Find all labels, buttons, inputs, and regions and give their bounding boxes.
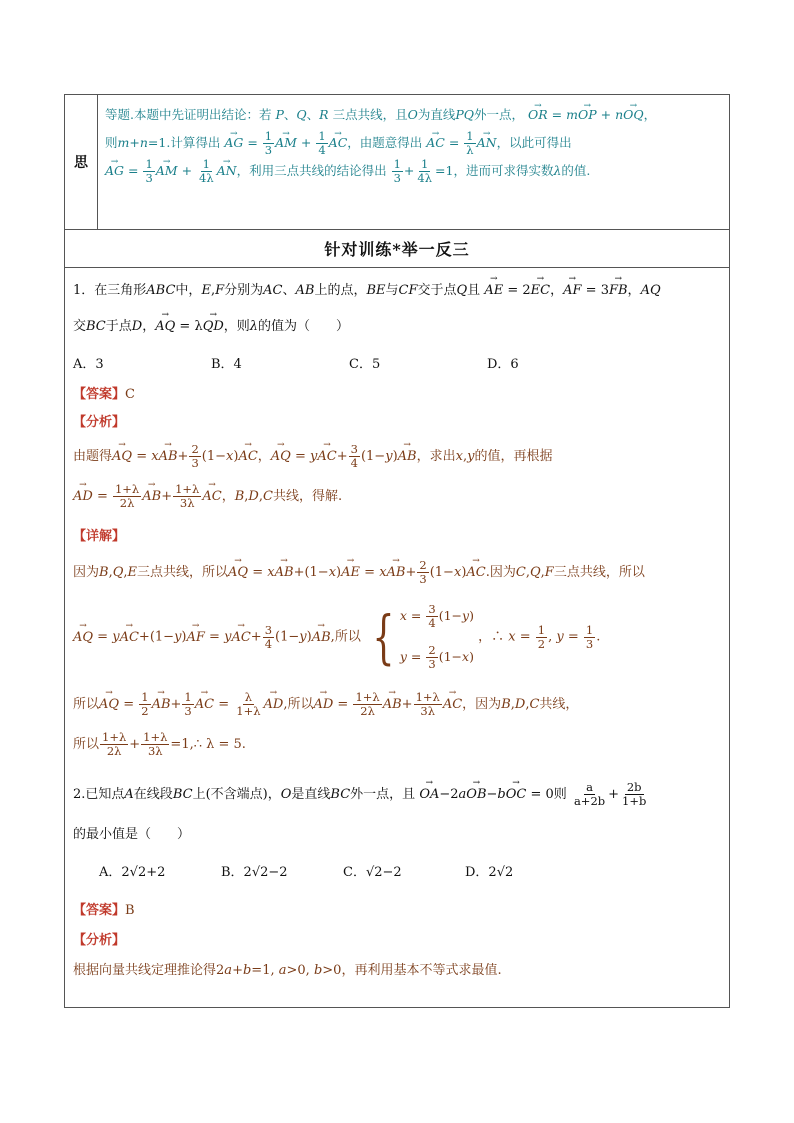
q1-detail-line-3: 所以→ AQ = $\frac{1}{2}$ → AB+ $\frac{1}{3}$ → AC = $\frac{\lambda}{1+\lambda}$ → AD,所以→ AD = $\frac{1+\lambda}{2\lambda}$ → AB+ $\frac{1+\lambda}{3\lambda}$ → AC，因为B,D,C共线， — [73, 691, 578, 718]
q1-option-a[interactable]: A．3 — [73, 357, 104, 372]
q1-detail-line-1: 因为B,Q,E三点共线，所以→ AQ = x→ AB+(1−x)→ AE = x→ AB+ $\frac{2}{3}$ (1−x)→ AC.因为C,Q,F三点共线，所以 — [73, 559, 645, 586]
q2-stem-line-2: 的最小值是（ ） — [73, 827, 191, 842]
q1-detail-line-4: 所以 $\frac{1+\lambda}{2\lambda}$ + $\frac{1+\lambda}{3\lambda}$ =1,∴ λ = 5. — [73, 730, 246, 758]
q2-option-b[interactable]: B．2√2−2 — [221, 865, 288, 880]
q1-analysis-line-1: 由题得→ AQ = x→ AB+ $\frac{2}{3}$ (1−x)→ AC，→ AQ = y→ AC+ $\frac{3}{4}$ (1−y)→ AB，求出x,y的值，再根据 — [73, 443, 552, 470]
q1-analysis-line-2: → AD = $\frac{1+\lambda}{2\lambda}$ → AB+ $\frac{1+\lambda}{3\lambda}$ → AC，B,D,C共线，得解. — [73, 483, 342, 510]
q1-stem-line-1: 1．在三角形ABC中，E,F分别为AC、AB上的点，BE与CF交于点Q且 → AE = 2→ EC，→ AF = 3→ FB，AQ — [73, 279, 661, 298]
q1-option-b[interactable]: B．4 — [211, 357, 242, 372]
q2-option-c[interactable]: C．√2−2 — [343, 865, 402, 880]
q1-stem-line-2: 交BC于点D，→ AQ = λ→ QD，则λ的值为（ ） — [73, 315, 349, 334]
section-title: 针对训练*举一反三 — [65, 229, 729, 268]
q1-detail-line-2: → AQ = y→ AC+(1−y)→ AF = y→ AC+ $\frac{3}{4}$ (1−y)→ AB,所以 { x = $\frac{3}{4}$ (1−y) y = $\frac{2}{3}$ (1−x) ，∴ x = $\frac{1}{2}$ , y = $\frac{1}{3}$ . — [73, 603, 600, 671]
q1-detail-tag: 【详解】 — [73, 529, 126, 544]
q2-option-d[interactable]: D．2√2 — [465, 865, 514, 880]
reflection-line-1: 等题.本题中先证明出结论：若 P、Q、R 三点共线，且O为直线PQ外一点， → OR = m→ OP + n→ OQ， — [105, 101, 725, 129]
reflection-row — [65, 95, 729, 230]
q2-options — [99, 861, 587, 880]
q2-stem-line-1: 2.已知点A在线段BC上(不含端点)，O是直线BC外一点，且 → OA−2a→ OB−b→ OC = 0则 $\frac{a}{a+2b}$ + $\frac{2b}{1+b}$ — [73, 781, 649, 808]
q1-answer: 【答案】C — [73, 387, 135, 402]
reflection-line-3: → AG = $\frac{1}{3}$ → AM + $\frac{1}{4\lambda}$ → AN，利用三点共线的结论得出 $\frac{1}{3}$ + $\frac{1}{4\lambda}$ =1，进而可求得实数λ的值. — [105, 157, 725, 185]
q2-answer: 【答案】B — [73, 903, 135, 918]
reflection-line-2: 则m+n=1.计算得出 → AG = $\frac{1}{3}$ → AM + $\frac{1}{4}$ → AC，由题意得出 → AC = $\frac{1}{\lambda}$ → AN，以此可得出 — [105, 129, 725, 157]
q1-options — [73, 353, 625, 372]
q1-option-d[interactable]: D．6 — [487, 357, 519, 372]
q1-analysis-tag: 【分析】 — [73, 415, 126, 430]
reflection-label: 思 — [65, 95, 98, 229]
q2-analysis-line: 根据向量共线定理推论得2a+b=1, a>0, b>0，再利用基本不等式求最值. — [73, 963, 502, 978]
q2-option-a[interactable]: A．2√2+2 — [99, 865, 166, 880]
solution-table — [64, 94, 730, 1008]
reflection-text — [105, 101, 725, 185]
q2-analysis-tag: 【分析】 — [73, 933, 126, 948]
q1-option-c[interactable]: C．5 — [349, 357, 381, 372]
